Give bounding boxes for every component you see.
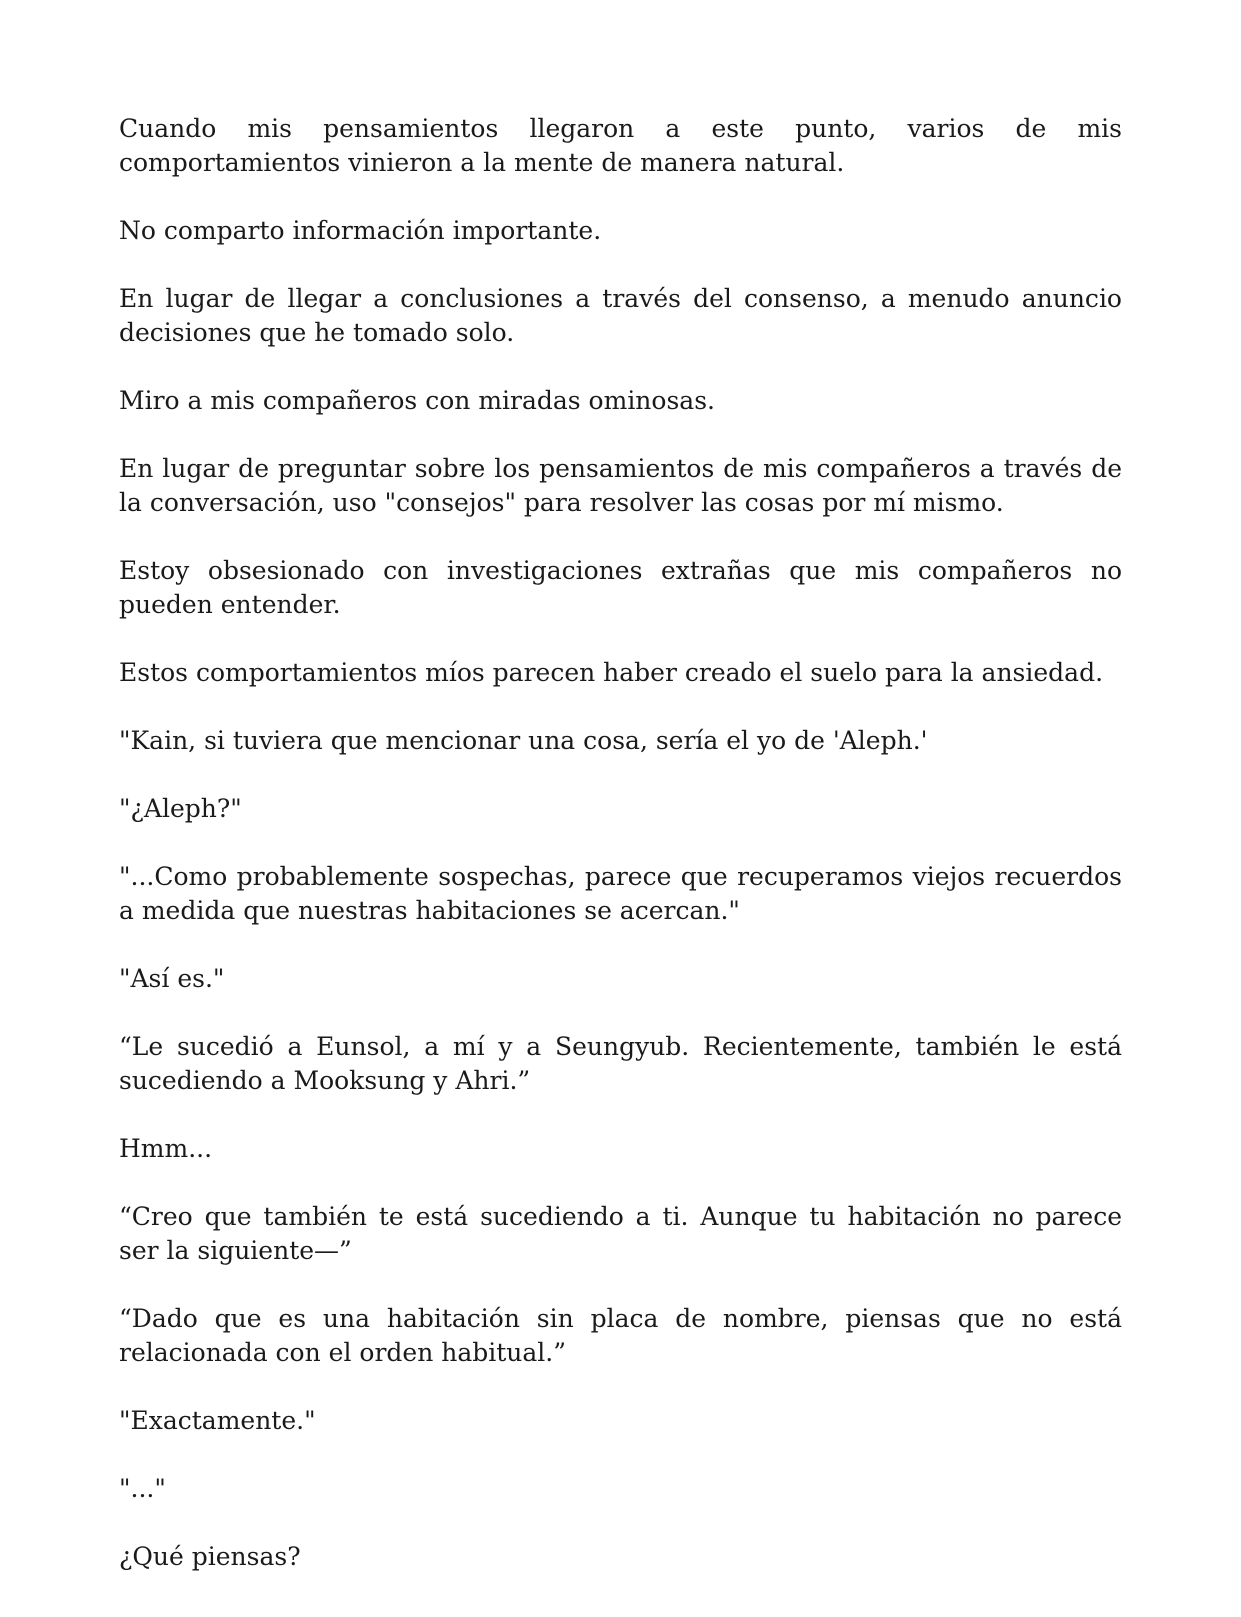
paragraph: En lugar de llegar a conclusiones a través del consenso, a menudo anuncio decisiones que he tomado solo. — [119, 284, 1122, 347]
paragraph: "..." — [119, 1474, 166, 1503]
paragraph: "¿Aleph?" — [119, 794, 242, 823]
document-body — [119, 112, 1122, 1574]
paragraph: Estoy obsesionado con investigaciones extrañas que mis compañeros no pueden entender. — [119, 556, 1122, 619]
paragraph: “Dado que es una habitación sin placa de nombre, piensas que no está relacionada con el orden habitual.” — [119, 1304, 1122, 1367]
paragraph: "Así es." — [119, 964, 225, 993]
paragraph: "Exactamente." — [119, 1406, 316, 1435]
paragraph: ¿Qué piensas? — [119, 1542, 301, 1571]
paragraph: “Creo que también te está sucediendo a ti. Aunque tu habitación no parece ser la siguiente—” — [119, 1202, 1122, 1265]
paragraph: Hmm... — [119, 1134, 213, 1163]
paragraph: Estos comportamientos míos parecen haber creado el suelo para la ansiedad. — [119, 658, 1104, 687]
paragraph: En lugar de preguntar sobre los pensamientos de mis compañeros a través de la conversación, uso "consejos" para resolver las cosas por mí mismo. — [119, 454, 1122, 517]
paragraph: "...Como probablemente sospechas, parece que recuperamos viejos recuerdos a medida que nuestras habitaciones se acercan." — [119, 862, 1122, 925]
paragraph: Cuando mis pensamientos llegaron a este punto, varios de mis comportamientos vinieron a la mente de manera natural. — [119, 114, 1122, 177]
paragraph: Miro a mis compañeros con miradas ominosas. — [119, 386, 715, 415]
paragraph: "Kain, si tuviera que mencionar una cosa, sería el yo de 'Aleph.' — [119, 726, 928, 755]
paragraph: No comparto información importante. — [119, 216, 602, 245]
paragraph: “Le sucedió a Eunsol, a mí y a Seungyub. Recientemente, también le está sucediendo a Mooksung y Ahri.” — [119, 1032, 1122, 1095]
